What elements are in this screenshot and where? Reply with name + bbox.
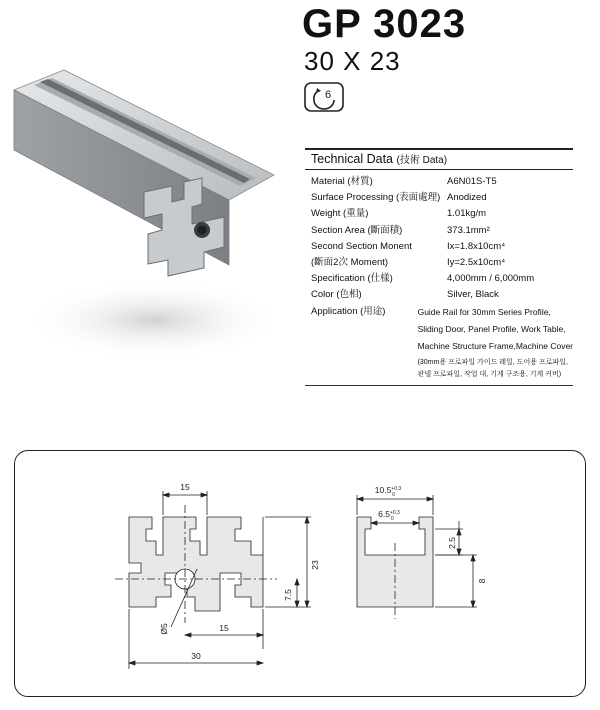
product-model-title: GP 3023 (302, 2, 467, 46)
technical-data-heading (305, 148, 573, 170)
tech-row (305, 190, 573, 206)
dim-slot-outer-tol2: 0 (392, 492, 395, 498)
application-line: Guide Rail for 30mm Series Profile, (417, 306, 551, 317)
tech-label: Application (用途) (311, 305, 386, 317)
tech-value: 373.1mm² (447, 224, 490, 236)
dim-slot-depth-label: 8 (477, 578, 487, 584)
dim-slot-inner-tol: +0.3 (389, 510, 400, 516)
technical-data-bottom-rule (305, 385, 573, 386)
tech-row (305, 255, 573, 271)
dim-slot-outer-tol: +0.3 (391, 486, 402, 492)
application-note-line: 판넬 프로파일, 작업 대, 기계 구조용, 기계 커버) (417, 371, 562, 379)
tech-row-application (305, 304, 573, 382)
tech-value: 1.01kg/m (447, 208, 487, 220)
tech-row (305, 287, 573, 303)
tech-row (305, 239, 573, 255)
dim-slot-outer-value: 10.5 (374, 485, 392, 495)
tech-label: (斷面2次 Moment) (311, 257, 389, 269)
product-size: 30 X 23 (304, 46, 401, 76)
dim-slot-inner-label (378, 509, 400, 522)
tech-row (305, 223, 573, 239)
technical-data-subtitle: (技術 Data) (396, 155, 448, 166)
technical-drawing-box (14, 450, 586, 697)
tech-label: Surface Processing (表面處理) (311, 192, 441, 204)
tech-row (305, 271, 573, 287)
dim-center-offset-label: 15 (219, 623, 229, 633)
profile-section-outline (129, 517, 263, 611)
application-note-line: (30mm용 프로파일 가이드 레일, 도어용 프로파일, (417, 359, 568, 367)
dim-slot-lip-label: 2.5 (447, 537, 457, 549)
tech-value: Ix=1.8x10cm⁴ (447, 240, 506, 252)
tech-value: A6N01S-T5 (447, 176, 497, 187)
tech-label: Material (材質) (311, 176, 373, 187)
dim-top-label: 15 (180, 482, 190, 492)
dim-slot-inner-value: 6.5 (378, 509, 390, 519)
profile-3d-image (4, 60, 294, 390)
application-value (418, 304, 573, 382)
tech-value: Iy=2.5x10cm⁴ (447, 257, 506, 269)
dim-slot-inner-tol2: 0 (390, 516, 394, 522)
application-line: Sliding Door, Panel Profile, Work Table, (417, 323, 566, 334)
dim-width-label: 30 (191, 651, 201, 661)
application-line: Machine Structure Frame,Machine Cover (417, 341, 573, 352)
tech-label: Second Section Monent (311, 240, 412, 252)
dim-height-label: 23 (310, 560, 320, 570)
tech-value: Anodized (447, 192, 487, 204)
dim-hole-label: Ø5 (159, 623, 169, 635)
tech-row (305, 206, 573, 222)
dim-center-height-label: 7.5 (283, 589, 293, 601)
cycle-6-icon (304, 82, 344, 112)
series-icon-label: 6 (324, 89, 332, 101)
dim-slot-outer-label (375, 485, 402, 498)
tech-label: Weight (重量) (311, 208, 369, 220)
technical-data-table (305, 148, 573, 386)
tech-value: Silver, Black (447, 289, 499, 301)
tech-value: 4,000mm / 6,000mm (447, 273, 535, 285)
technical-data-title: Technical Data (311, 152, 393, 166)
tech-row (305, 174, 573, 190)
tech-label: Section Area (斷面積) (311, 224, 403, 236)
tech-label: Color (色相) (311, 289, 362, 301)
tech-label: Specification (仕樣) (311, 273, 393, 285)
